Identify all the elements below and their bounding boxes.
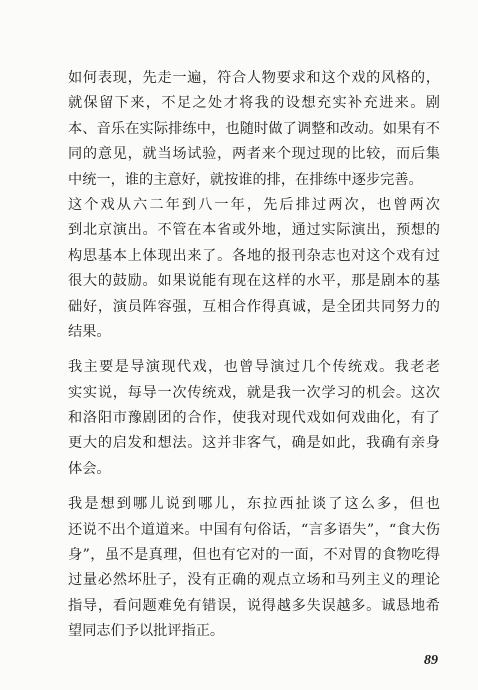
text-line: 础好，演员阵容强，互相合作得真诚，是全团共同努力的 bbox=[68, 298, 440, 315]
text-line: 到北京演出。不管在本省或外地，通过实际演出，预想的 bbox=[68, 222, 440, 239]
page-number: 89 bbox=[424, 653, 438, 668]
text-line: 和洛阳市豫剧团的合作，使我对现代戏如何戏曲化，有了 bbox=[68, 410, 440, 427]
text-line: 结果。 bbox=[68, 323, 111, 340]
paragraph-spacer bbox=[68, 345, 440, 355]
text-line: 身”，虽不是真理，但也有它对的一面，不对胃的食物吃得 bbox=[68, 547, 440, 564]
text-line: 我主要是导演现代戏，也曾导演过几个传统戏。我老老 bbox=[68, 359, 440, 376]
text-line: 本、音乐在实际排练中，也随时做了调整和改动。如果有不 bbox=[68, 120, 440, 137]
paragraph bbox=[68, 66, 440, 193]
text-line: 这个戏从六二年到八一年，先后排过两次，也曾两次 bbox=[68, 196, 440, 213]
text-line: 体会。 bbox=[68, 460, 111, 477]
text-line: 构思基本上体现出来了。各地的报刊杂志也对这个戏有过 bbox=[68, 247, 440, 264]
text-line: 就保留下来，不足之处才将我的设想充实补充进来。剧 bbox=[68, 95, 440, 112]
text-line: 更大的启发和想法。这并非客气，确是如此，我确有亲身 bbox=[68, 435, 440, 452]
text-line: 还说不出个道道来。中国有句俗话，“言多语失”，“食大伤 bbox=[68, 521, 440, 538]
text-line: 实实说，每导一次传统戏，就是我一次学习的机会。这次 bbox=[68, 384, 440, 401]
text-line: 望同志们予以批评指正。 bbox=[68, 623, 225, 640]
text-line: 我是想到哪儿说到哪儿，东拉西扯谈了这么多，但也 bbox=[68, 496, 440, 513]
text-line: 过量必然坏肚子，没有正确的观点立场和马列主义的理论 bbox=[68, 572, 440, 589]
body-text bbox=[68, 66, 440, 645]
text-line: 指导，看问题难免有错误，说得越多失误越多。诚恳地希 bbox=[68, 597, 440, 614]
text-line: 同的意见，就当场试验，两者来个现过现的比较，而后集 bbox=[68, 146, 440, 163]
paragraph bbox=[68, 355, 440, 482]
text-line: 如何表现，先走一遍，符合人物要求和这个戏的风格的， bbox=[68, 70, 440, 86]
text-line: 很大的鼓励。如果说能有现在这样的水平，那是剧本的基 bbox=[68, 273, 440, 290]
paragraph-spacer bbox=[68, 482, 440, 492]
paragraph bbox=[68, 193, 440, 345]
text-line: 中统一，谁的主意好，就按谁的排，在排练中逐步完善。 bbox=[68, 171, 423, 188]
paragraph bbox=[68, 492, 440, 644]
